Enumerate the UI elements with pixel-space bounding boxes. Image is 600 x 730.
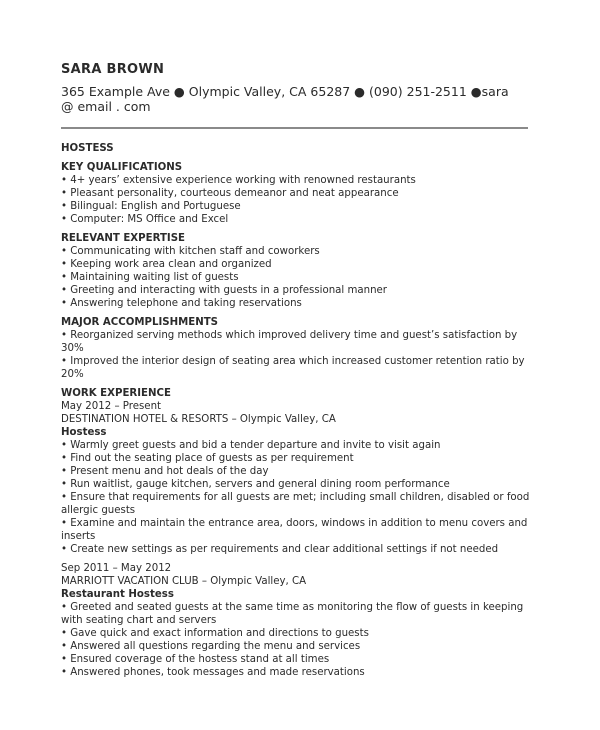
job-role: Hostess <box>61 427 107 438</box>
list-item: • Reorganized serving methods which improved delivery time and guest’s satisfaction by 30% <box>61 330 518 354</box>
job-employer: DESTINATION HOTEL & RESORTS – Olympic Valley, CA <box>61 414 336 425</box>
list-item: • Greeted and seated guests at the same time as monitoring the flow of guests in keeping with seating chart and servers <box>61 602 524 626</box>
candidate-name: SARA BROWN <box>61 62 165 77</box>
job-duties-list <box>61 601 541 679</box>
list-item: • Communicating with kitchen staff and coworkers <box>61 246 320 257</box>
job-dates: May 2012 – Present <box>61 401 162 412</box>
job-dates: Sep 2011 – May 2012 <box>61 563 172 574</box>
list-item: • Computer: MS Office and Excel <box>61 214 229 225</box>
list-item: • Bilingual: English and Portuguese <box>61 201 241 212</box>
qualifications-list <box>61 174 541 226</box>
header-divider <box>61 127 528 129</box>
list-item: • Improved the interior design of seating area which increased customer retention ratio by 20% <box>61 356 525 380</box>
list-item: • Ensure that requirements for all guests are met; including small children, disabled or food allergic guests <box>61 492 530 516</box>
accomplishments-list <box>61 329 541 381</box>
list-item: • Maintaining waiting list of guests <box>61 272 239 283</box>
job-duties-list <box>61 439 541 556</box>
qualifications-heading: KEY QUALIFICATIONS <box>61 162 183 173</box>
accomplishments-heading: MAJOR ACCOMPLISHMENTS <box>61 317 219 328</box>
position-title: HOSTESS <box>61 143 114 154</box>
list-item: • Warmly greet guests and bid a tender departure and invite to visit again <box>61 440 441 451</box>
list-item: • Create new settings as per requirements and clear additional settings if not needed <box>61 544 499 555</box>
contact-info: 365 Example Ave ● Olympic Valley, CA 65287 ● (090) 251-2511 ●sara @ email . com <box>61 84 509 114</box>
list-item: • Run waitlist, gauge kitchen, servers and general dining room performance <box>61 479 450 490</box>
list-item: • Examine and maintain the entrance area, doors, windows in addition to menu covers and inserts <box>61 518 528 542</box>
resume-body <box>61 142 541 679</box>
list-item: • Gave quick and exact information and directions to guests <box>61 628 369 639</box>
list-item: • Ensured coverage of the hostess stand at all times <box>61 654 330 665</box>
list-item: • Present menu and hot deals of the day <box>61 466 269 477</box>
job-employer: MARRIOTT VACATION CLUB – Olympic Valley, CA <box>61 576 307 587</box>
list-item: • Greeting and interacting with guests in a professional manner <box>61 285 387 296</box>
experience-heading: WORK EXPERIENCE <box>61 388 171 399</box>
job-role: Restaurant Hostess <box>61 589 174 600</box>
expertise-list <box>61 245 541 310</box>
list-item: • Keeping work area clean and organized <box>61 259 272 270</box>
list-item: • Answered all questions regarding the menu and services <box>61 641 361 652</box>
list-item: • Pleasant personality, courteous demeanor and neat appearance <box>61 188 399 199</box>
list-item: • Answering telephone and taking reservations <box>61 298 302 309</box>
list-item: • Find out the seating place of guests as per requirement <box>61 453 354 464</box>
expertise-heading: RELEVANT EXPERTISE <box>61 233 186 244</box>
list-item: • 4+ years’ extensive experience working with renowned restaurants <box>61 175 416 186</box>
list-item: • Answered phones, took messages and made reservations <box>61 667 365 678</box>
